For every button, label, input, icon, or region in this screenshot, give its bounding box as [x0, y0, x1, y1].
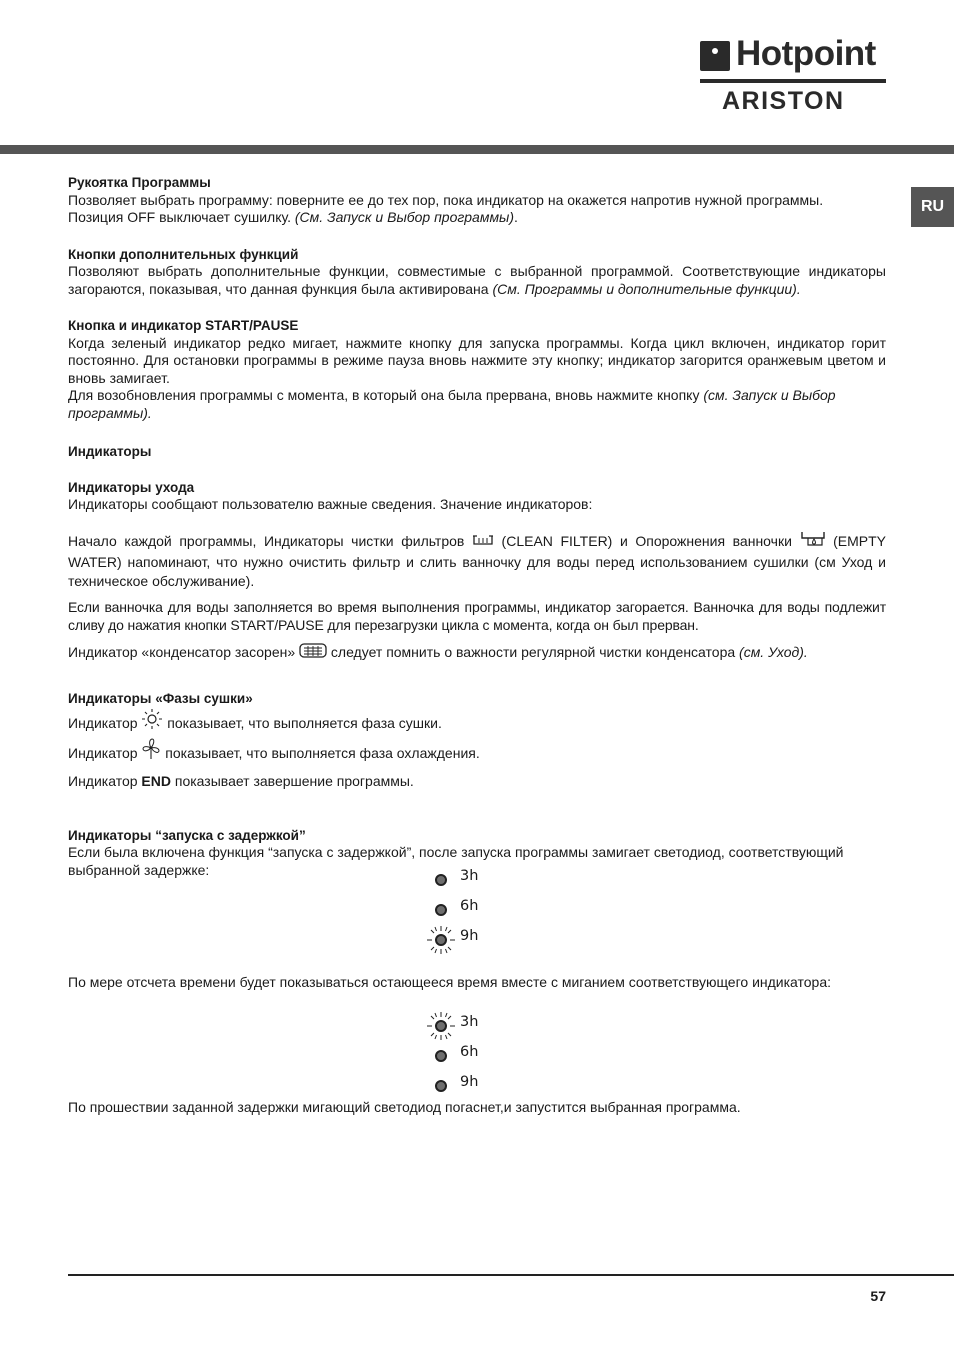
paragraph: Когда зеленый индикатор редко мигает, нажмите кнопку для запуска программы. Когда цикл включен, индикатор горит постоянно. Для остановки программы в режиме пауза вновь нажмите эту кнопку; индикатор загорится оранжевым цветом и вновь замигает.	[68, 334, 886, 386]
section-title: Индикаторы «Фазы сушки»	[68, 690, 253, 706]
text-line: Позволяет выбрать программу: поверните ее до тех пор, пока индикатор на окажется напротив нужной программы.	[68, 191, 824, 208]
drying-phase-icon	[141, 708, 163, 735]
punct: .	[514, 209, 518, 225]
empty-water-icon	[800, 531, 826, 554]
led-icon	[435, 934, 447, 946]
text: Для возобновления программы с момента, в который она была прервана, вновь нажмите кнопку	[68, 387, 704, 403]
delay-label: 6h	[460, 898, 479, 914]
text: показывает, что выполняется фаза охлаждения.	[161, 744, 480, 761]
text: Индикатор	[68, 773, 142, 789]
hotpoint-ariston-logo	[700, 34, 886, 115]
logo-rule	[700, 79, 886, 83]
delay-label: 3h	[460, 868, 479, 884]
delay-label: 6h	[460, 1044, 479, 1060]
text: Индикатор	[68, 714, 142, 731]
page-number: 57	[870, 1288, 886, 1304]
text: Позволяют выбрать дополнительные функции, совместимые с выбранной программой. Соответствующие индикаторы загораются, показывая, что данная функция была активирована	[68, 263, 886, 297]
paragraph: Индикаторы сообщают пользователю важные сведения. Значение индикаторов:	[68, 496, 593, 512]
led-icon	[435, 904, 447, 916]
section-title: Кнопка и индикатор START/PAUSE	[68, 318, 299, 333]
paragraph	[68, 531, 886, 591]
logo-mark-icon	[700, 41, 730, 71]
delay-indicators-countdown	[423, 1013, 503, 1103]
section-title: Кнопки дополнительных функций	[68, 246, 299, 262]
delay-indicator-3h	[423, 1013, 503, 1043]
led-icon	[435, 1050, 447, 1062]
delay-indicator-9h	[423, 927, 503, 957]
end-indicator-line	[68, 773, 886, 791]
reference: (см. Запуск и Выбор программы).	[68, 387, 836, 421]
cooling-indicator-line	[68, 744, 886, 765]
section-title: Индикаторы	[68, 444, 152, 459]
reference: (см. Уход).	[739, 643, 808, 660]
delay-indicator-6h	[423, 1043, 503, 1073]
section-title: Рукоятка Программы	[68, 175, 211, 190]
led-icon	[435, 1080, 447, 1092]
reference: (См. Программы и дополнительные функции).	[492, 280, 801, 297]
led-icon	[435, 874, 447, 886]
text: (EMPTY WATER) напоминают, что нужно очистить фильтр и слить ванночку для воды перед использованием сушилки (см Уход и техническое обслуживание).	[68, 532, 886, 589]
cooling-phase-icon	[141, 738, 161, 765]
section-title: Индикаторы “запуска с задержкой”	[68, 827, 306, 843]
reference: (См. Запуск и Выбор программы)	[294, 209, 514, 225]
delay-indicators-start	[423, 867, 503, 957]
paragraph	[68, 387, 886, 422]
text: (CLEAN FILTER) и Опорожнения ванночки	[493, 532, 800, 549]
clean-filter-icon	[472, 533, 494, 552]
section-title: Индикаторы ухода	[68, 479, 195, 495]
paragraph: Если была включена функция “запуска с задержкой”, после запуска программы замигает светодиод, соответствующий выбранной задержке:	[68, 844, 844, 878]
paragraph: Если ванночка для воды заполняется во время выполнения программы, индикатор загорается. Ванночка для воды подлежит сливу до нажатия кнопки START/PAUSE для перезагрузки цикла с момента, когда он был прерван.	[68, 599, 886, 633]
footer-rule	[68, 1274, 954, 1276]
paragraph	[68, 192, 886, 227]
end-label: END	[141, 773, 171, 789]
text: Индикатор «конденсатор засорен»	[68, 643, 300, 660]
header-bar	[0, 145, 954, 154]
text: Индикатор	[68, 744, 142, 761]
text-line: Позиция OFF выключает сушилку.	[68, 209, 295, 225]
brand-name: Hotpoint	[736, 34, 876, 73]
delay-indicator-3h	[423, 867, 503, 897]
text: Начало каждой программы, Индикаторы чистки фильтров	[68, 532, 472, 549]
led-icon	[435, 1020, 447, 1032]
delay-label: 3h	[460, 1014, 479, 1030]
text: показывает, что выполняется фаза сушки.	[163, 714, 442, 731]
brand-sub: ARISTON	[722, 87, 845, 115]
delay-label: 9h	[460, 1074, 479, 1090]
paragraph	[68, 643, 886, 664]
paragraph	[68, 263, 886, 298]
paragraph: По прошествии заданной задержки мигающий светодиод погаснет,и запустится выбранная программа.	[68, 1099, 741, 1115]
document-body	[68, 174, 886, 879]
text: следует помнить о важности регулярной чистки конденсатора	[327, 643, 740, 660]
language-tab: RU	[911, 187, 954, 227]
delay-label: 9h	[460, 928, 479, 944]
paragraph: По мере отсчета времени будет показываться остающееся время вместе с миганием соответствующего индикатора:	[68, 974, 832, 990]
drying-indicator-line	[68, 714, 886, 735]
text: показывает завершение программы.	[170, 773, 414, 789]
condenser-clogged-icon	[299, 643, 327, 664]
